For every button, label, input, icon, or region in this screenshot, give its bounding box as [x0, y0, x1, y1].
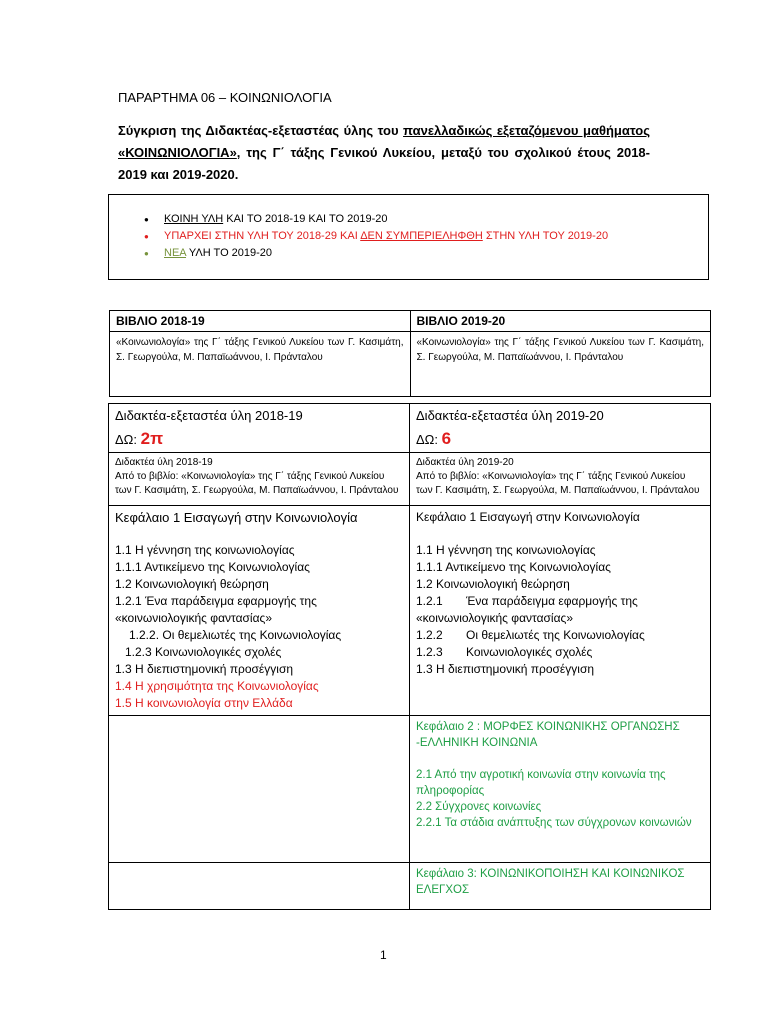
list-item	[416, 644, 704, 661]
chapter-title: Κεφάλαιο 3: ΚΟΙΝΩΝΙΚΟΠΟΙΗΣΗ ΚΑΙ ΚΟΙΝΩΝΙΚΟΣ ΕΛΕΓΧΟΣ	[416, 868, 685, 896]
do-label: ΔΩ:	[416, 432, 442, 447]
list-item: 1.1 Η γέννηση της κοινωνιολογίας	[416, 543, 596, 557]
syllabus-2018-header	[109, 404, 410, 453]
list-item: 1.3 Η διεπιστημονική προσέγγιση	[115, 662, 294, 676]
list-item: 1.2 Κοινωνιολογική θεώρηση	[115, 577, 269, 591]
legend-item-new	[164, 245, 708, 262]
item-number: 1.2.1	[416, 594, 443, 608]
item-text: Οι θεμελιωτές της Κοινωνιολογίας	[466, 628, 645, 642]
legend-new-text: ΥΛΗ ΤΟ 2019-20	[186, 247, 273, 259]
source-title: Διδακτέα ύλη 2019-20	[416, 457, 514, 468]
list-item: 1.1.1 Αντικείμενο της Κοινωνιολογίας	[115, 560, 310, 574]
document-title: ΠΑΡΑΡΤΗΜΑ 06 – ΚΟΙΝΩΝΙΟΛΟΓΙΑ	[118, 90, 332, 105]
list-item: 1.2.3 Κοινωνιολογικές σχολές	[125, 645, 282, 659]
source-book: «Κοινωνιολογία» της Γ΄ τάξης Γενικού Λυκείου των Γ. Κασιμάτη, Σ. Γεωργούλα, Μ. Παπαϊωάννου, Ι. Πράνταλου	[416, 471, 700, 496]
list-item-new: 2.2 Σύγχρονες κοινωνίες	[416, 801, 542, 813]
list-item	[416, 593, 704, 627]
legend-box	[108, 194, 709, 280]
list-item-removed: 1.4 Η χρησιμότητα της Κοινωνιολογίας	[115, 679, 319, 693]
list-item: 1.3 Η διεπιστημονική προσέγγιση	[416, 662, 595, 676]
list-item: 1.1.1 Αντικείμενο της Κοινωνιολογίας	[416, 560, 611, 574]
legend-new-label: ΝΕΑ	[164, 247, 187, 259]
do-value: 6	[441, 429, 452, 448]
list-item-new: 2.2.1 Τα στάδια ανάπτυξης των σύγχρονων κοινωνιών	[416, 817, 692, 829]
books-table	[109, 310, 711, 397]
do-2018	[115, 429, 403, 449]
chapter-title: Κεφάλαιο 2 : ΜΟΡΦΕΣ ΚΟΙΝΩΝΙΚΗΣ ΟΡΓΑΝΩΣΗΣ -ΕΛΛΗΝΙΚΗ ΚΟΙΝΩΝΙΑ	[416, 721, 680, 749]
legend-removed-underlined: ΔΕΝ ΣΥΜΠΕΡΙΕΛΗΦΘΗ	[360, 230, 483, 242]
legend-common-text: ΚΑΙ ΤΟ 2018-19 ΚΑΙ ΤΟ 2019-20	[223, 213, 388, 225]
chapter-title: Κεφάλαιο 1 Εισαγωγή στην Κοινωνιολογία	[115, 510, 358, 525]
empty-cell	[109, 863, 410, 910]
source-book: «Κοινωνιολογία» της Γ΄ τάξης Γενικού Λυκείου των Γ. Κασιμάτη, Σ. Γεωργούλα, Μ. Παπαϊωάννου, Ι. Πράνταλου	[115, 471, 399, 496]
syllabus-2018-title: Διδακτέα-εξεταστέα ύλη 2018-19	[115, 408, 303, 423]
intro-paragraph	[118, 120, 650, 186]
source-text	[115, 470, 403, 498]
source-2019	[410, 453, 711, 506]
legend-removed-text-a: ΥΠΑΡΧΕΙ ΣΤΗΝ ΥΛΗ ΤΟΥ 2018-29 ΚΑΙ	[164, 230, 361, 242]
list-item: 1.1 Η γέννηση της κοινωνιολογίας	[115, 543, 295, 557]
source-text	[416, 470, 704, 498]
chapter2-2019	[410, 716, 711, 863]
book-2019-header: ΒΙΒΛΙΟ 2019-20	[410, 311, 711, 332]
legend-item-common	[164, 211, 708, 228]
list-item-new: 2.1 Από την αγροτική κοινωνία στην κοινωνία της πληροφορίας	[416, 769, 666, 797]
source-title: Διδακτέα ύλη 2018-19	[115, 457, 213, 468]
book-2019-desc: «Κοινωνιολογία» της Γ΄ τάξης Γενικού Λυκείου των Γ. Κασιμάτη, Σ. Γεωργούλα, Μ. Παπαϊωάννου, Ι. Πράνταλου	[410, 332, 711, 397]
book-2018-desc: «Κοινωνιολογία» της Γ΄ τάξης Γενικού Λυκείου των Γ. Κασιμάτη, Σ. Γεωργούλα, Μ. Παπαϊωάννου, Ι. Πράνταλου	[110, 332, 411, 397]
do-value: 2π	[140, 429, 164, 448]
chapter-title: Κεφάλαιο 1 Εισαγωγή στην Κοινωνιολογία	[416, 510, 640, 524]
item-number: 1.2.3	[416, 645, 443, 659]
legend-item-removed	[164, 228, 708, 245]
page-number: 1	[380, 948, 387, 962]
list-item-removed: 1.5 Η κοινωνιολογία στην Ελλάδα	[115, 696, 293, 710]
item-number: 1.2.2	[416, 628, 443, 642]
item-text: Ένα παράδειγμα εφαρμογής της «κοινωνιολογικής φαντασίας»	[416, 594, 638, 625]
intro-text-2: , της Γ΄ τάξης Γενικού Λυκείου, μεταξύ του σχολικού έτους 2018-2019 και 2019-2020.	[118, 145, 650, 182]
syllabus-table	[108, 403, 711, 910]
source-2018	[109, 453, 410, 506]
chapter1-2018	[109, 506, 410, 716]
list-item: 1.2.1 Ένα παράδειγμα εφαρμογής της «κοινωνιολογικής φαντασίας»	[115, 594, 317, 625]
chapter1-2019	[410, 506, 711, 716]
intro-underlined: πανελλαδικώς εξεταζόμενου μαθήματος «ΚΟΙΝΩΝΙΟΛΟΓΙΑ»	[118, 123, 651, 160]
syllabus-2019-header	[410, 404, 711, 453]
chapter3-2019	[410, 863, 711, 910]
intro-text-1: Σύγκριση της Διδακτέας-εξεταστέας ύλης του	[118, 123, 404, 138]
list-item	[416, 627, 704, 644]
empty-cell	[109, 716, 410, 863]
book-2018-header: ΒΙΒΛΙΟ 2018-19	[110, 311, 411, 332]
list-item: 1.2.2. Οι θεμελιωτές της Κοινωνιολογίας	[129, 628, 342, 642]
source-from: Από το βιβλίο:	[416, 471, 480, 482]
item-text: Κοινωνιολογικές σχολές	[466, 645, 593, 659]
legend-common-label: ΚΟΙΝΗ ΥΛΗ	[164, 213, 224, 225]
legend-removed-text-b: ΣΤΗΝ ΥΛΗ ΤΟΥ 2019-20	[482, 230, 609, 242]
source-from: Από το βιβλίο:	[115, 471, 179, 482]
do-label: ΔΩ:	[115, 432, 141, 447]
do-2019	[416, 429, 704, 449]
legend-list	[109, 211, 708, 262]
list-item: 1.2 Κοινωνιολογική θεώρηση	[416, 577, 570, 591]
syllabus-2019-title: Διδακτέα-εξεταστέα ύλη 2019-20	[416, 408, 604, 423]
